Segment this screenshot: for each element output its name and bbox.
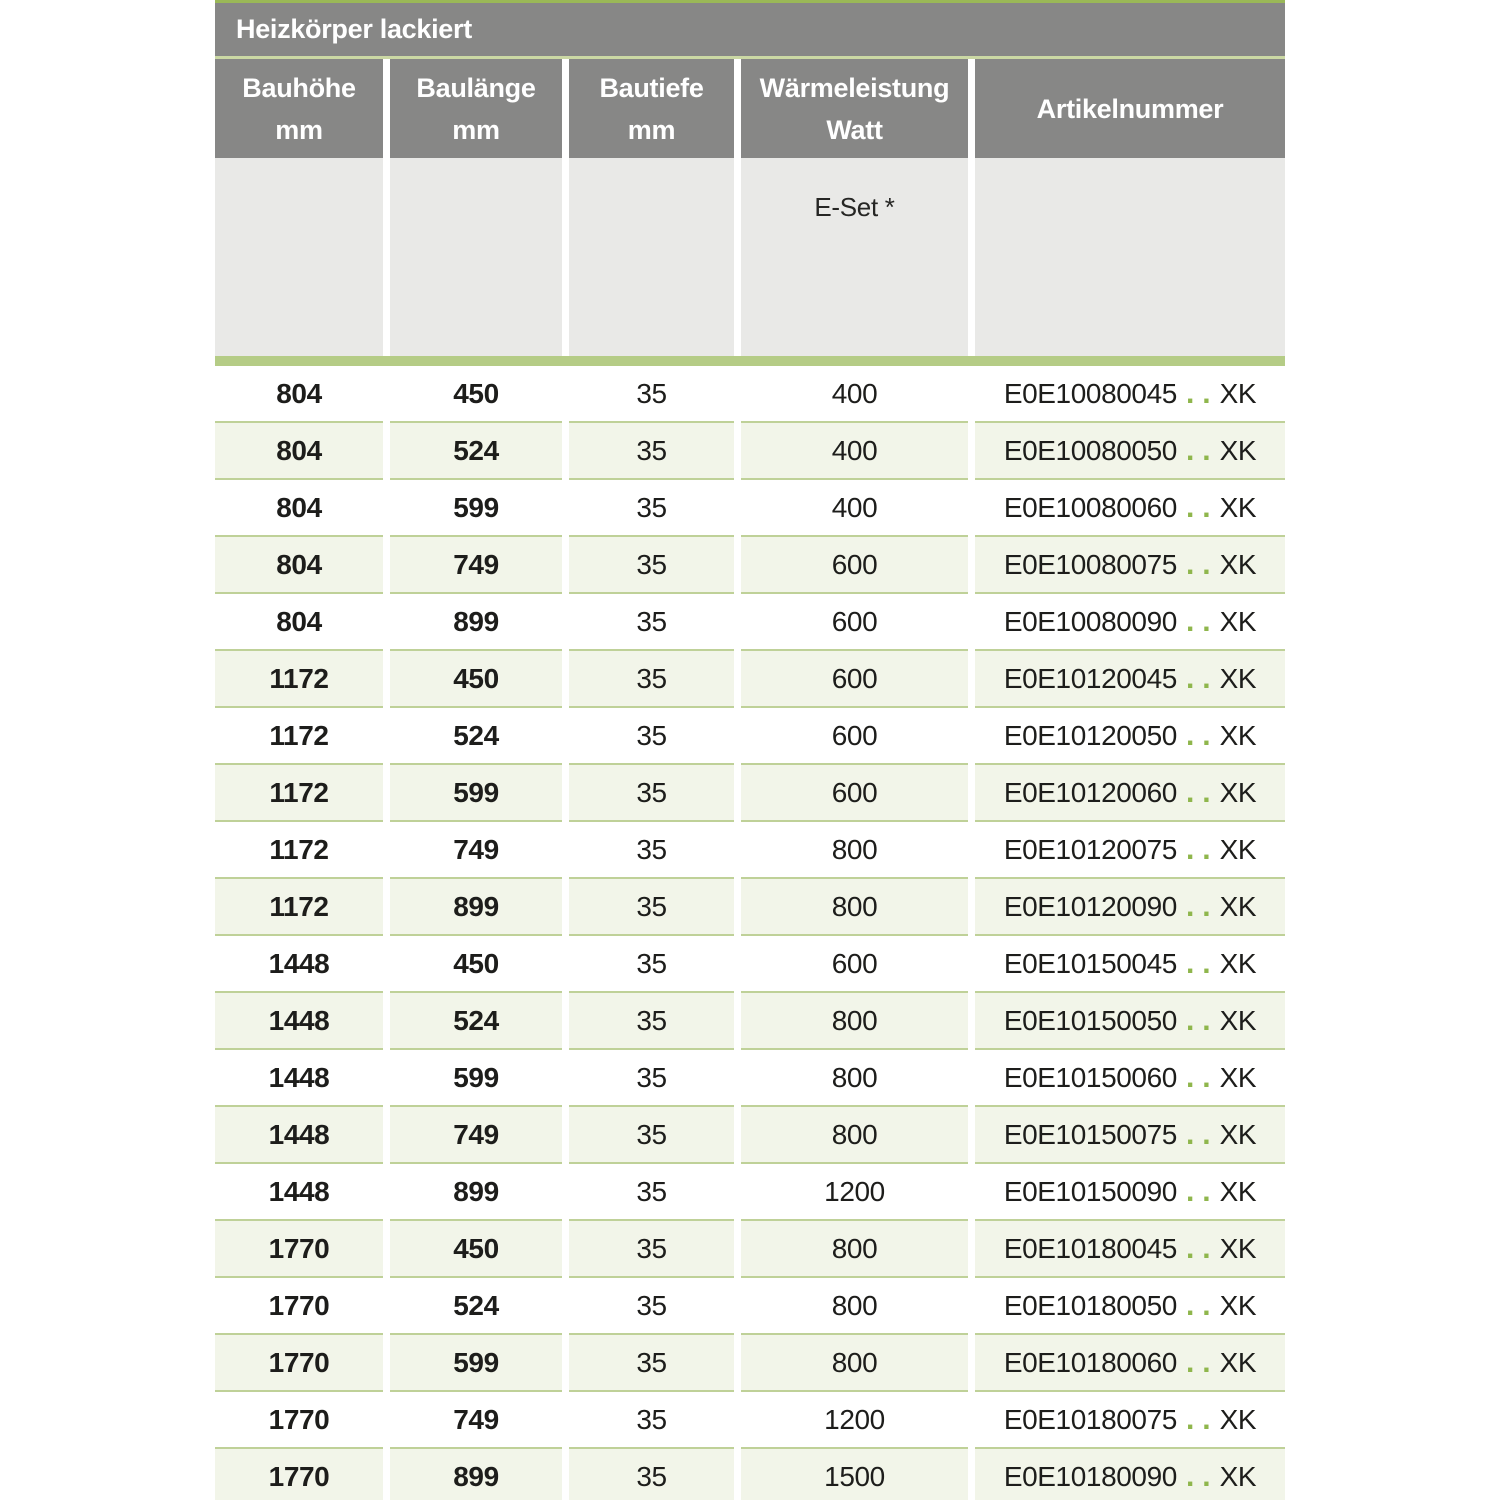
article-dots: .. <box>1185 889 1219 923</box>
column-header-row <box>215 59 1285 158</box>
cell-baulaenge: 899 <box>390 879 562 936</box>
table-row <box>215 1392 1285 1449</box>
cell-artikelnummer <box>975 1335 1285 1392</box>
cell-bauhoehe: 1770 <box>215 1392 383 1449</box>
cell-waermeleistung: 400 <box>741 480 968 537</box>
cell-bauhoehe: 1172 <box>215 708 383 765</box>
cell-artikelnummer <box>975 594 1285 651</box>
cell-artikelnummer <box>975 537 1285 594</box>
subheader-cell-bauhoehe <box>215 158 383 356</box>
cell-waermeleistung: 600 <box>741 708 968 765</box>
article-number: E0E10180075 <box>1003 1403 1177 1435</box>
cell-waermeleistung: 800 <box>741 1107 968 1164</box>
header-label: Bautiefe <box>599 72 704 103</box>
article-dots: .. <box>1185 1231 1219 1265</box>
subheader-cell-baulaenge <box>390 158 562 356</box>
article-suffix: XK <box>1219 434 1257 466</box>
table-row <box>215 879 1285 936</box>
table-row <box>215 366 1285 423</box>
table-row <box>215 936 1285 993</box>
cell-waermeleistung: 800 <box>741 1221 968 1278</box>
article-dots: .. <box>1185 433 1219 467</box>
table-title: Heizkörper lackiert <box>236 14 472 44</box>
header-unit: mm <box>452 114 500 145</box>
cell-artikelnummer <box>975 936 1285 993</box>
product-table <box>215 0 1285 1500</box>
article-suffix: XK <box>1219 662 1257 694</box>
article-dots: .. <box>1185 946 1219 980</box>
cell-bautiefe: 35 <box>569 594 734 651</box>
cell-artikelnummer <box>975 1392 1285 1449</box>
cell-waermeleistung: 600 <box>741 594 968 651</box>
table-row <box>215 537 1285 594</box>
article-number: E0E10180045 <box>1003 1232 1177 1264</box>
article-suffix: XK <box>1219 1232 1257 1264</box>
article-suffix: XK <box>1219 1289 1257 1321</box>
cell-bauhoehe: 1448 <box>215 993 383 1050</box>
article-dots: .. <box>1185 1345 1219 1379</box>
cell-baulaenge: 899 <box>390 1449 562 1500</box>
cell-bauhoehe: 1770 <box>215 1221 383 1278</box>
table-row <box>215 1278 1285 1335</box>
cell-artikelnummer <box>975 1221 1285 1278</box>
cell-bautiefe: 35 <box>569 1050 734 1107</box>
cell-waermeleistung: 800 <box>741 1278 968 1335</box>
cell-waermeleistung: 800 <box>741 822 968 879</box>
cell-baulaenge: 749 <box>390 537 562 594</box>
cell-waermeleistung: 800 <box>741 1050 968 1107</box>
article-dots: .. <box>1185 661 1219 695</box>
header-label: Bauhöhe <box>242 72 356 103</box>
article-dots: .. <box>1185 1174 1219 1208</box>
article-number: E0E10180090 <box>1003 1460 1177 1492</box>
article-dots: .. <box>1185 832 1219 866</box>
cell-artikelnummer <box>975 480 1285 537</box>
table-row <box>215 765 1285 822</box>
table-row <box>215 1107 1285 1164</box>
cell-baulaenge: 450 <box>390 651 562 708</box>
article-dots: .. <box>1185 775 1219 809</box>
table-body <box>215 366 1285 1500</box>
article-number: E0E10120060 <box>1003 776 1177 808</box>
header-body-divider-bar <box>215 356 1285 366</box>
cell-bauhoehe: 1770 <box>215 1278 383 1335</box>
cell-artikelnummer <box>975 1050 1285 1107</box>
cell-artikelnummer <box>975 1164 1285 1221</box>
article-number: E0E10150075 <box>1003 1118 1177 1150</box>
cell-bauhoehe: 1770 <box>215 1335 383 1392</box>
cell-baulaenge: 524 <box>390 1278 562 1335</box>
article-number: E0E10080060 <box>1003 491 1177 523</box>
article-number: E0E10120090 <box>1003 890 1177 922</box>
cell-waermeleistung: 1200 <box>741 1392 968 1449</box>
table-row <box>215 993 1285 1050</box>
article-suffix: XK <box>1219 890 1257 922</box>
article-dots: .. <box>1185 718 1219 752</box>
cell-bauhoehe: 1172 <box>215 822 383 879</box>
cell-bautiefe: 35 <box>569 1449 734 1500</box>
header-label: Artikelnummer <box>1036 93 1224 124</box>
article-suffix: XK <box>1219 947 1257 979</box>
table-row <box>215 594 1285 651</box>
subheader-cell-artikelnummer <box>975 158 1285 356</box>
cell-waermeleistung: 400 <box>741 366 968 423</box>
cell-baulaenge: 599 <box>390 1335 562 1392</box>
cell-artikelnummer <box>975 765 1285 822</box>
cell-bauhoehe: 804 <box>215 423 383 480</box>
cell-baulaenge: 749 <box>390 1107 562 1164</box>
article-number: E0E10120075 <box>1003 833 1177 865</box>
cell-waermeleistung: 1500 <box>741 1449 968 1500</box>
cell-bautiefe: 35 <box>569 936 734 993</box>
article-dots: .. <box>1185 1117 1219 1151</box>
cell-bauhoehe: 1448 <box>215 1107 383 1164</box>
article-number: E0E10080050 <box>1003 434 1177 466</box>
cell-baulaenge: 599 <box>390 480 562 537</box>
cell-bauhoehe: 1172 <box>215 879 383 936</box>
cell-bautiefe: 35 <box>569 366 734 423</box>
cell-waermeleistung: 600 <box>741 537 968 594</box>
article-dots: .. <box>1185 1003 1219 1037</box>
cell-bauhoehe: 1448 <box>215 1050 383 1107</box>
cell-artikelnummer <box>975 822 1285 879</box>
cell-waermeleistung: 600 <box>741 936 968 993</box>
table-row <box>215 1335 1285 1392</box>
cell-baulaenge: 450 <box>390 366 562 423</box>
cell-baulaenge: 450 <box>390 1221 562 1278</box>
cell-waermeleistung: 600 <box>741 765 968 822</box>
cell-baulaenge: 899 <box>390 594 562 651</box>
cell-bauhoehe: 804 <box>215 480 383 537</box>
article-number: E0E10080090 <box>1003 605 1177 637</box>
article-number: E0E10080045 <box>1003 377 1177 409</box>
cell-artikelnummer <box>975 879 1285 936</box>
cell-artikelnummer <box>975 993 1285 1050</box>
cell-artikelnummer <box>975 651 1285 708</box>
cell-bautiefe: 35 <box>569 480 734 537</box>
article-dots: .. <box>1185 376 1219 410</box>
cell-artikelnummer <box>975 423 1285 480</box>
article-suffix: XK <box>1219 1118 1257 1150</box>
cell-baulaenge: 749 <box>390 1392 562 1449</box>
cell-baulaenge: 524 <box>390 993 562 1050</box>
article-suffix: XK <box>1219 1403 1257 1435</box>
cell-bautiefe: 35 <box>569 1335 734 1392</box>
cell-waermeleistung: 800 <box>741 879 968 936</box>
cell-bautiefe: 35 <box>569 651 734 708</box>
header-unit: mm <box>627 114 676 145</box>
cell-bautiefe: 35 <box>569 1107 734 1164</box>
cell-bauhoehe: 1770 <box>215 1449 383 1500</box>
article-number: E0E10120045 <box>1003 662 1177 694</box>
article-suffix: XK <box>1219 1175 1257 1207</box>
article-dots: .. <box>1185 1060 1219 1094</box>
table-row <box>215 423 1285 480</box>
subheader-cell-bautiefe <box>569 158 734 356</box>
table-row <box>215 651 1285 708</box>
cell-bautiefe: 35 <box>569 423 734 480</box>
article-number: E0E10150090 <box>1003 1175 1177 1207</box>
cell-waermeleistung: 800 <box>741 993 968 1050</box>
cell-artikelnummer <box>975 366 1285 423</box>
header-unit: Watt <box>826 114 883 145</box>
article-suffix: XK <box>1219 377 1257 409</box>
cell-bauhoehe: 804 <box>215 366 383 423</box>
cell-bautiefe: 35 <box>569 708 734 765</box>
cell-baulaenge: 899 <box>390 1164 562 1221</box>
cell-bauhoehe: 1448 <box>215 1164 383 1221</box>
cell-artikelnummer <box>975 1449 1285 1500</box>
article-suffix: XK <box>1219 491 1257 523</box>
cell-baulaenge: 524 <box>390 708 562 765</box>
cell-artikelnummer <box>975 1107 1285 1164</box>
subheader-cell-waermeleistung <box>741 158 968 356</box>
article-suffix: XK <box>1219 1004 1257 1036</box>
cell-bautiefe: 35 <box>569 1221 734 1278</box>
article-number: E0E10150060 <box>1003 1061 1177 1093</box>
article-dots: .. <box>1185 1459 1219 1493</box>
cell-baulaenge: 749 <box>390 822 562 879</box>
table-row <box>215 480 1285 537</box>
column-header-bauhoehe <box>215 59 383 158</box>
cell-bautiefe: 35 <box>569 765 734 822</box>
cell-baulaenge: 450 <box>390 936 562 993</box>
article-suffix: XK <box>1219 548 1257 580</box>
article-number: E0E10080075 <box>1003 548 1177 580</box>
cell-bauhoehe: 1172 <box>215 765 383 822</box>
table-row <box>215 1449 1285 1500</box>
article-number: E0E10180050 <box>1003 1289 1177 1321</box>
cell-baulaenge: 599 <box>390 1050 562 1107</box>
cell-bauhoehe: 804 <box>215 594 383 651</box>
cell-bautiefe: 35 <box>569 822 734 879</box>
cell-waermeleistung: 600 <box>741 651 968 708</box>
table-row <box>215 708 1285 765</box>
header-label: Wärmeleistung <box>759 72 950 103</box>
article-suffix: XK <box>1219 1346 1257 1378</box>
header-label: Baulänge <box>416 72 536 103</box>
cell-waermeleistung: 400 <box>741 423 968 480</box>
article-suffix: XK <box>1219 719 1257 751</box>
column-header-artikelnummer <box>975 59 1285 158</box>
article-number: E0E10150050 <box>1003 1004 1177 1036</box>
cell-bautiefe: 35 <box>569 993 734 1050</box>
article-number: E0E10180060 <box>1003 1346 1177 1378</box>
column-header-baulaenge <box>390 59 562 158</box>
article-suffix: XK <box>1219 833 1257 865</box>
article-number: E0E10150045 <box>1003 947 1177 979</box>
article-dots: .. <box>1185 1402 1219 1436</box>
article-suffix: XK <box>1219 605 1257 637</box>
table-row <box>215 822 1285 879</box>
article-suffix: XK <box>1219 1460 1257 1492</box>
article-number: E0E10120050 <box>1003 719 1177 751</box>
cell-bauhoehe: 804 <box>215 537 383 594</box>
cell-bautiefe: 35 <box>569 1164 734 1221</box>
cell-bautiefe: 35 <box>569 537 734 594</box>
article-suffix: XK <box>1219 1061 1257 1093</box>
article-dots: .. <box>1185 1288 1219 1322</box>
cell-waermeleistung: 1200 <box>741 1164 968 1221</box>
cell-baulaenge: 524 <box>390 423 562 480</box>
eset-label: E-Set * <box>814 192 895 222</box>
cell-bautiefe: 35 <box>569 879 734 936</box>
column-header-bautiefe <box>569 59 734 158</box>
table-row <box>215 1164 1285 1221</box>
cell-bauhoehe: 1172 <box>215 651 383 708</box>
table-title-bar <box>215 3 1285 56</box>
subheader-row <box>215 158 1285 356</box>
article-suffix: XK <box>1219 776 1257 808</box>
cell-bautiefe: 35 <box>569 1392 734 1449</box>
header-unit: mm <box>275 114 323 145</box>
cell-baulaenge: 599 <box>390 765 562 822</box>
table-row <box>215 1050 1285 1107</box>
cell-artikelnummer <box>975 708 1285 765</box>
cell-bauhoehe: 1448 <box>215 936 383 993</box>
article-dots: .. <box>1185 547 1219 581</box>
cell-waermeleistung: 800 <box>741 1335 968 1392</box>
article-dots: .. <box>1185 490 1219 524</box>
table-row <box>215 1221 1285 1278</box>
cell-artikelnummer <box>975 1278 1285 1335</box>
article-dots: .. <box>1185 604 1219 638</box>
cell-bautiefe: 35 <box>569 1278 734 1335</box>
column-header-waermeleistung <box>741 59 968 158</box>
